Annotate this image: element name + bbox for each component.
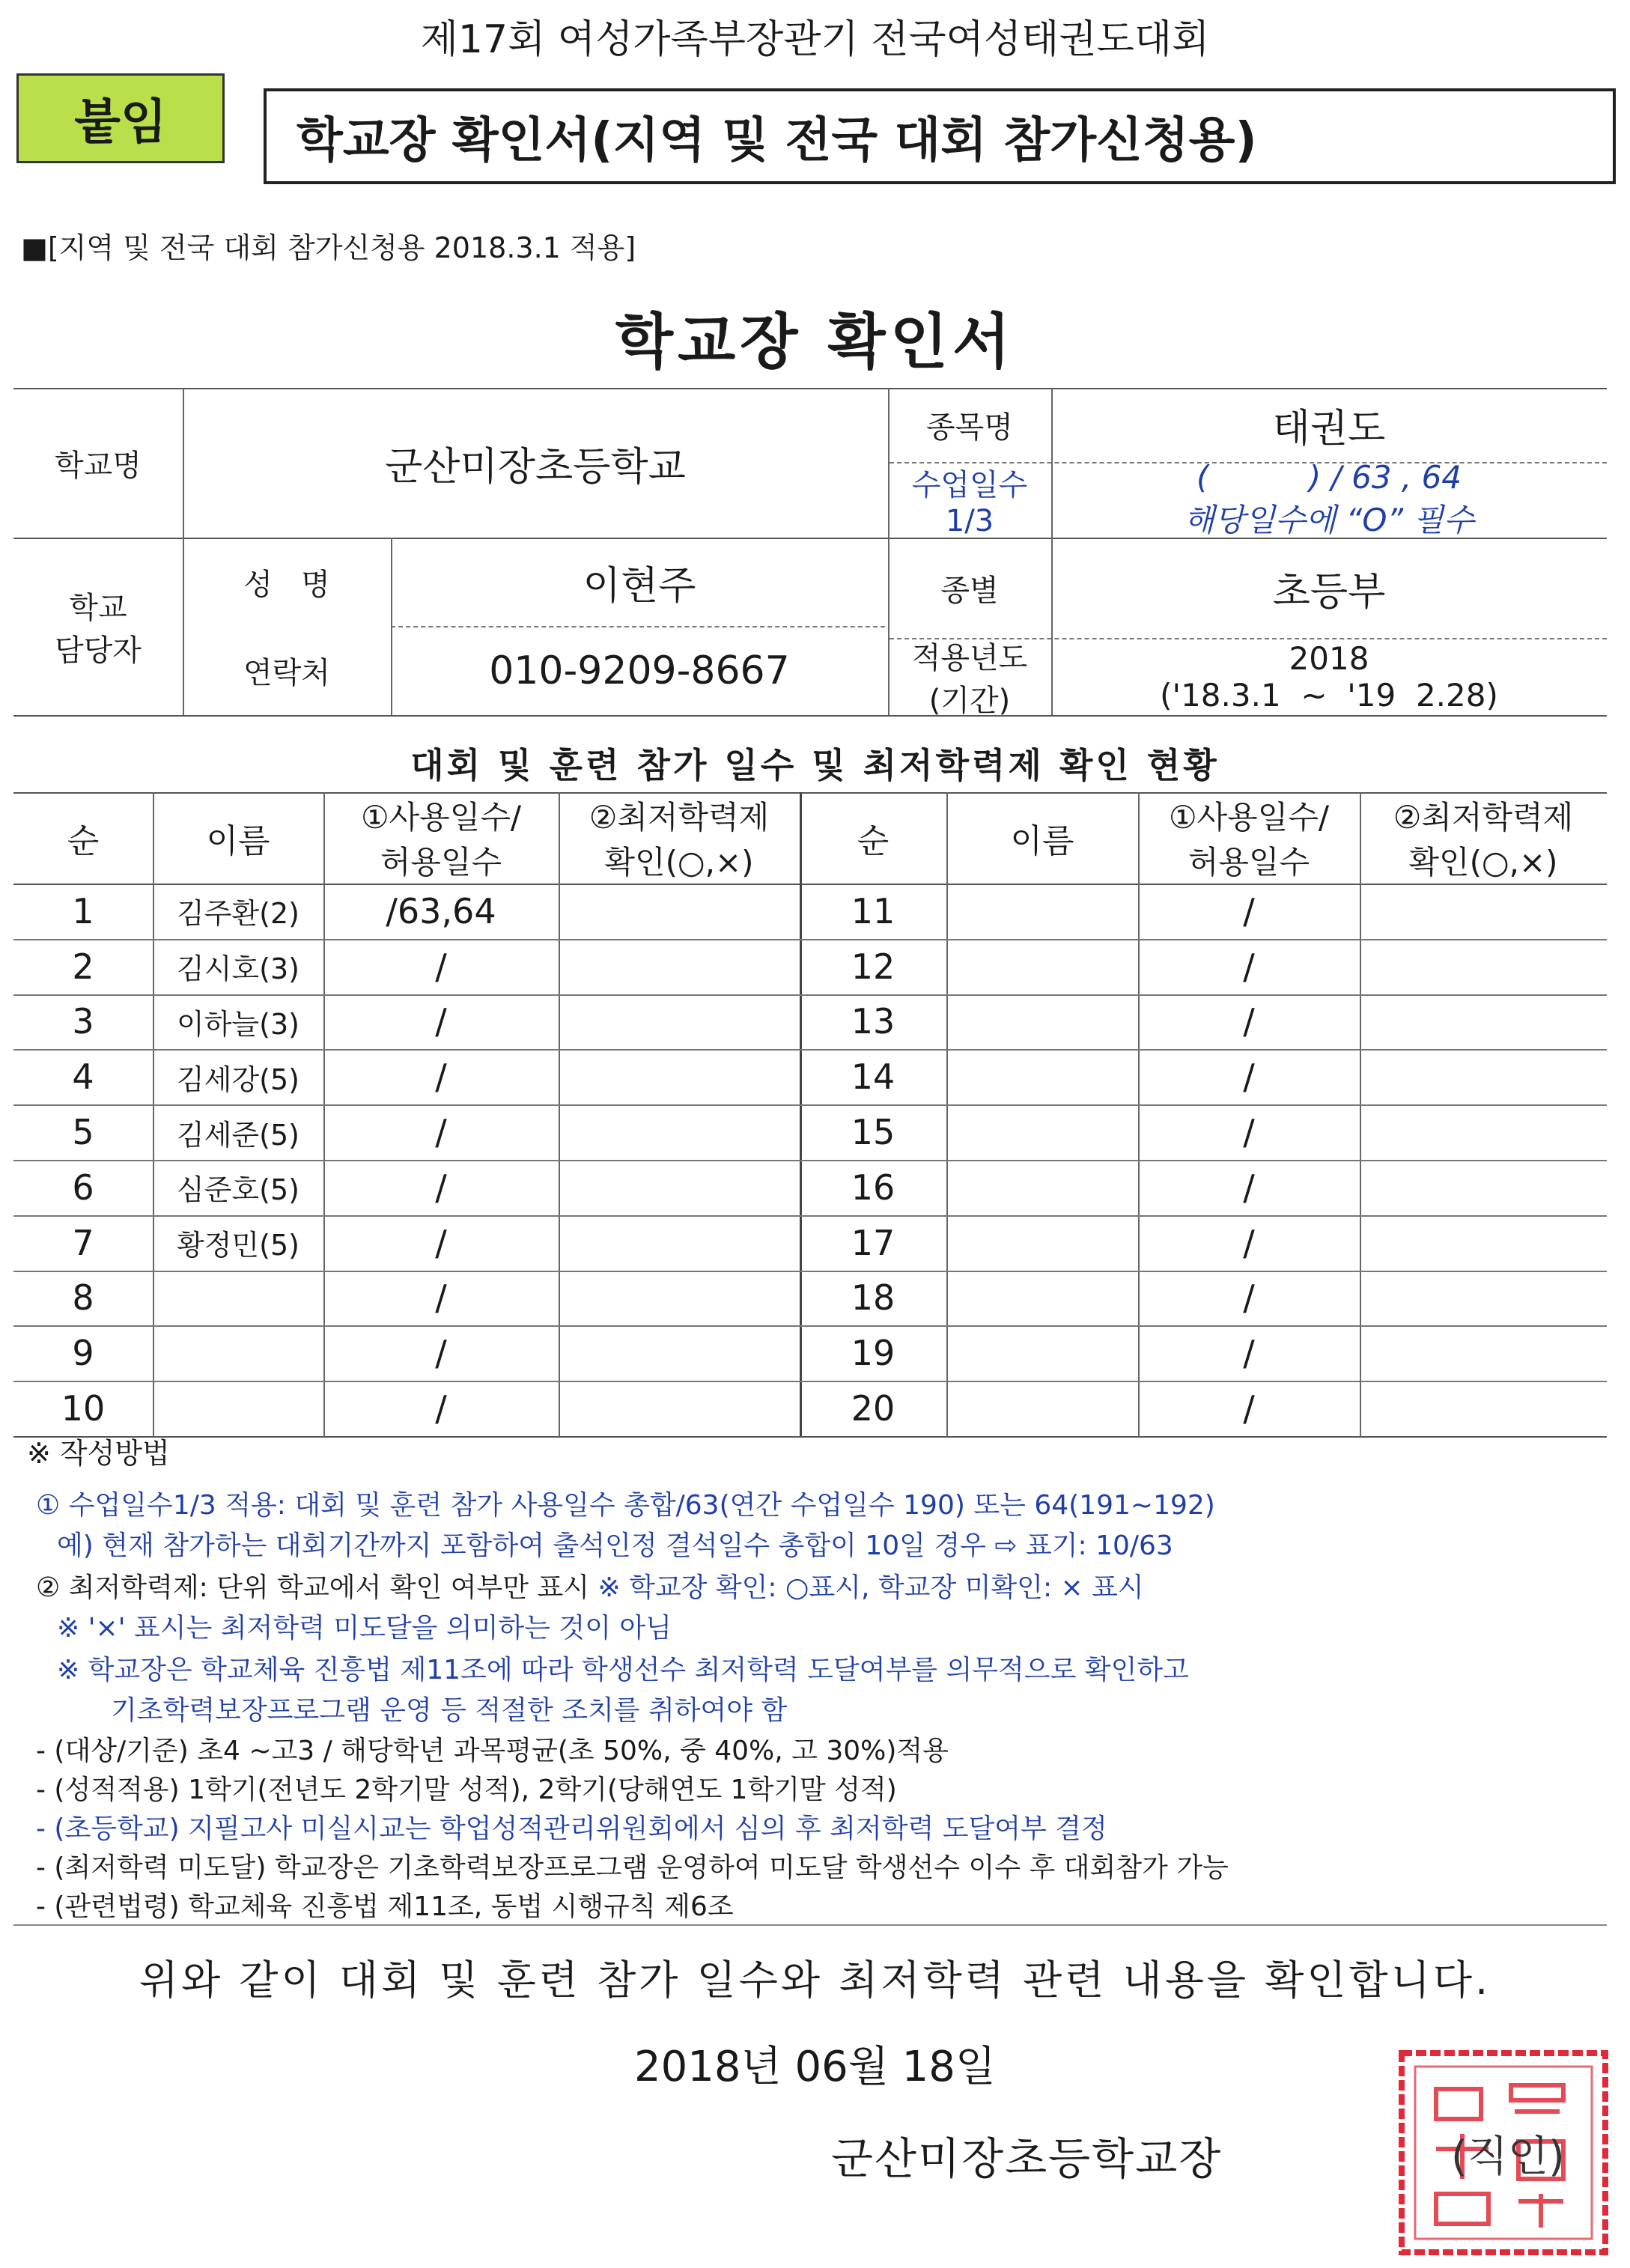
class-days-value: ( ) / 63 , 64 [1196, 459, 1462, 496]
row-number: 8 [72, 1277, 94, 1319]
row-number: 10 [61, 1388, 106, 1429]
row-check [1360, 994, 1607, 1050]
attachment-title: 학교장 확인서(지역 및 전국 대회 참가신청용) [264, 88, 1616, 184]
confirm-text: 위와 같이 대회 및 훈련 참가 일수와 최저학력 관련 내용을 확인합니다. [139, 1957, 1491, 2004]
header-days-left-1: ①사용일수/ [360, 799, 522, 836]
row-days: / [435, 1001, 447, 1042]
row-days: / [1243, 1222, 1255, 1263]
note-2 [36, 1566, 1144, 1605]
note-1: ① 수업일수1/3 적용: 대회 및 훈련 참가 사용일수 총합/63(연간 수업일수 190) 또는 64(191~192) [36, 1490, 1215, 1521]
row-name [946, 1381, 1138, 1436]
header-check-right-1: ②최저학력제 [1393, 799, 1574, 836]
row-name: 심준호(5) [177, 1173, 299, 1207]
row-number: 20 [851, 1388, 895, 1429]
header-name-left: 이름 [206, 822, 270, 860]
note-9: - (관련법령) 학교체육 진흥법 제11조, 동법 시행규칙 제6조 [36, 1891, 734, 1922]
year-value-1: 2018 [1289, 639, 1369, 677]
row-days: / [435, 1333, 447, 1374]
school-value: 군산미장초등학교 [385, 444, 686, 490]
contact-person-label-2: 담당자 [55, 633, 142, 668]
year-label-1: 적용년도 [911, 640, 1028, 675]
row-days: /63,64 [386, 890, 496, 931]
principal-text: 군산미장초등학교장 [831, 2133, 1223, 2184]
row-days: / [1243, 1057, 1255, 1098]
row-name [946, 1104, 1138, 1160]
row-name [946, 939, 1138, 994]
seal-label: (직인) [1451, 2132, 1565, 2181]
table-title: 대회 및 훈련 참가 일수 및 최저학력제 확인 현황 [410, 745, 1220, 785]
row-number: 14 [851, 1057, 895, 1098]
category-label: 종별 [940, 573, 999, 608]
header-days-left-2: 허용일수 [380, 844, 502, 881]
row-days: / [1243, 1333, 1255, 1374]
header-check-left-1: ②최저학력제 [589, 799, 770, 836]
row-check [559, 1160, 800, 1215]
row-name [153, 1325, 323, 1381]
row-name [946, 1215, 1138, 1271]
row-days: / [1243, 1112, 1255, 1153]
class-days-label-2: 1/3 [945, 504, 994, 538]
sport-label: 종목명 [926, 410, 1013, 445]
form-title: 학교장 확인서 [615, 307, 1015, 377]
row-days: / [435, 1112, 447, 1153]
row-check [559, 1215, 800, 1271]
attachment-label: 붙임 [16, 73, 225, 163]
row-check [559, 994, 800, 1050]
row-name [946, 1049, 1138, 1104]
note-2a: ② 최저학력제: 단위 학교에서 확인 여부만 표시 [36, 1572, 598, 1603]
row-days: / [435, 1222, 447, 1263]
row-name [153, 1271, 323, 1326]
row-check [1360, 1049, 1607, 1104]
row-name: 김시호(3) [177, 952, 299, 986]
header-check-left-2: 확인(○,×) [604, 844, 754, 881]
row-check [1360, 1160, 1607, 1215]
row-name: 김세강(5) [177, 1062, 299, 1096]
row-days: / [1243, 1167, 1255, 1208]
row-check [1360, 1325, 1607, 1381]
method-title: ※ 작성방법 [27, 1437, 170, 1470]
row-days: / [435, 1388, 447, 1429]
row-name [946, 994, 1138, 1050]
row-check [559, 1381, 800, 1436]
note-7: - (초등학교) 지필고사 미실시교는 학업성적관리위원회에서 심의 후 최저학력 도달여부 결정 [36, 1814, 1107, 1844]
header-days-right-2: 허용일수 [1187, 844, 1310, 881]
form-note: ■[지역 및 전국 대회 참가신청용 2018.3.1 적용] [21, 231, 636, 264]
row-check [1360, 939, 1607, 994]
note-5: - (대상/기준) 초4 ~고3 / 해당학년 과목평균(초 50%, 중 40%, 고 30%)적용 [36, 1736, 949, 1766]
row-number: 9 [72, 1333, 94, 1374]
class-days-label-1: 수업일수 [911, 468, 1028, 502]
header-name-right: 이름 [1010, 822, 1074, 860]
row-days: / [1243, 946, 1255, 987]
row-days: / [435, 1277, 447, 1319]
row-number: 3 [72, 1001, 94, 1042]
row-name: 김세준(5) [177, 1118, 299, 1152]
row-days: / [1243, 1277, 1255, 1319]
row-check [1360, 1381, 1607, 1436]
note-3: ※ '×' 표시는 최저학력 미도달을 의미하는 것이 아님 [57, 1613, 672, 1644]
row-check [559, 1271, 800, 1326]
row-number: 17 [851, 1222, 895, 1263]
row-number: 15 [851, 1112, 895, 1153]
note-4: ※ 학교장은 학교체육 진흥법 제11조에 따라 학생선수 최저학력 도달여부를 의무적으로 확인하고 [57, 1655, 1189, 1685]
note-2b: ※ 학교장 확인: ○표시, 학교장 미확인: × 표시 [597, 1572, 1144, 1603]
year-value-2: ('18.3.1 ~ '19 2.28) [1160, 676, 1498, 714]
row-days: / [435, 1167, 447, 1208]
row-days: / [435, 946, 447, 987]
row-number: 16 [851, 1167, 895, 1208]
row-number: 12 [851, 946, 895, 987]
row-check [559, 1049, 800, 1104]
sport-value: 태권도 [1272, 407, 1386, 452]
event-title: 제17회 여성가족부장관기 전국여성태권도대회 [420, 17, 1210, 62]
note-1b: 예) 현재 참가하는 대회기간까지 포함하여 출석인정 결석일수 총합이 10일 경우 ⇨ 표기: 10/63 [57, 1530, 1173, 1561]
row-days: / [1243, 890, 1255, 931]
row-days: / [1243, 1001, 1255, 1042]
date-text: 2018년 06월 18일 [634, 2043, 996, 2091]
row-number: 6 [72, 1167, 94, 1208]
row-check [1360, 884, 1607, 939]
header-days-right-1: ①사용일수/ [1168, 799, 1330, 836]
contact-person-label-1: 학교 [69, 590, 127, 625]
note-4b: 기초학력보장프로그램 운영 등 적절한 조치를 취하여야 함 [111, 1695, 788, 1726]
row-number: 7 [72, 1222, 94, 1263]
row-number: 11 [851, 890, 895, 931]
row-name: 황정민(5) [177, 1229, 299, 1262]
phone-value: 010-9209-8667 [489, 648, 790, 693]
row-name [946, 1271, 1138, 1326]
row-check [1360, 1271, 1607, 1326]
row-number: 1 [72, 890, 94, 931]
row-check [1360, 1215, 1607, 1271]
row-number: 4 [72, 1057, 94, 1098]
row-name: 김주환(2) [177, 897, 299, 931]
row-number: 13 [851, 1001, 895, 1042]
row-number: 18 [851, 1277, 895, 1319]
row-days: / [435, 1057, 447, 1098]
name-label: 성 명 [243, 567, 330, 602]
row-number: 5 [72, 1112, 94, 1153]
school-label: 학교명 [55, 448, 142, 483]
note-6: - (성적적용) 1학기(전년도 2학기말 성적), 2학기(당해연도 1학기말 성적) [36, 1775, 897, 1805]
row-name [153, 1381, 323, 1436]
row-check [559, 1104, 800, 1160]
row-name: 이하늘(3) [177, 1007, 299, 1041]
year-label-2: (기간) [928, 683, 1011, 718]
row-number: 19 [851, 1333, 895, 1374]
class-days-hint: 해당일수에 “O” 필수 [1184, 502, 1474, 538]
row-check [559, 939, 800, 994]
note-8: - (최저학력 미도달) 학교장은 기초학력보장프로그램 운영하여 미도달 학생선수 이수 후 대회참가 가능 [36, 1852, 1229, 1883]
category-value: 초등부 [1272, 569, 1386, 615]
row-name [946, 1325, 1138, 1381]
header-num-left: 순 [67, 822, 100, 860]
row-name [946, 884, 1138, 939]
row-check [1360, 1104, 1607, 1160]
phone-label: 연락처 [243, 656, 330, 690]
row-check [559, 884, 800, 939]
row-days: / [1243, 1388, 1255, 1429]
header-check-right-2: 확인(○,×) [1408, 844, 1558, 881]
row-check [559, 1325, 800, 1381]
header-num-right: 순 [857, 822, 889, 860]
name-value: 이현주 [583, 563, 696, 609]
row-name [946, 1160, 1138, 1215]
row-number: 2 [72, 946, 94, 987]
